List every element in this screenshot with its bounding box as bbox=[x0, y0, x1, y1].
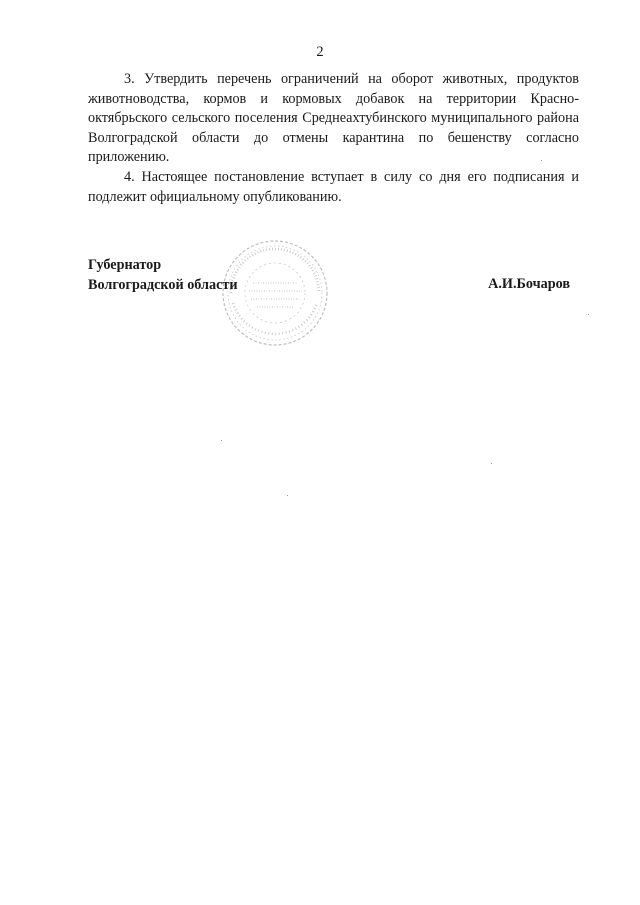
signature-block bbox=[88, 256, 579, 296]
scan-speck bbox=[541, 160, 542, 161]
scan-speck bbox=[491, 463, 492, 464]
page-number: 2 bbox=[316, 44, 324, 60]
paragraph-item-4: 4. Настоящее постановление вступает в силу со дня его подписания и подлежит официальному опубликованию. bbox=[88, 168, 579, 205]
signer-position-line-1: Губернатор bbox=[88, 257, 162, 273]
scan-speck bbox=[287, 495, 288, 496]
signer-name: А.И.Бочаров bbox=[488, 276, 570, 292]
scan-speck bbox=[588, 314, 589, 315]
signer-position-line-2: Волгоградской области bbox=[88, 276, 238, 293]
signer-position bbox=[88, 256, 238, 295]
paragraph-item-3: 3. Утвердить перечень ограничений на оборот животных, продуктов животноводства, кормов и кормовых добавок на территории Красно-октябрьского сельского поселения Среднеахтубинского муниципального района Волгоградской области до отмены карантина по бешенству согласно приложению. bbox=[88, 71, 579, 166]
scan-speck bbox=[221, 440, 222, 441]
document-body bbox=[88, 70, 579, 207]
